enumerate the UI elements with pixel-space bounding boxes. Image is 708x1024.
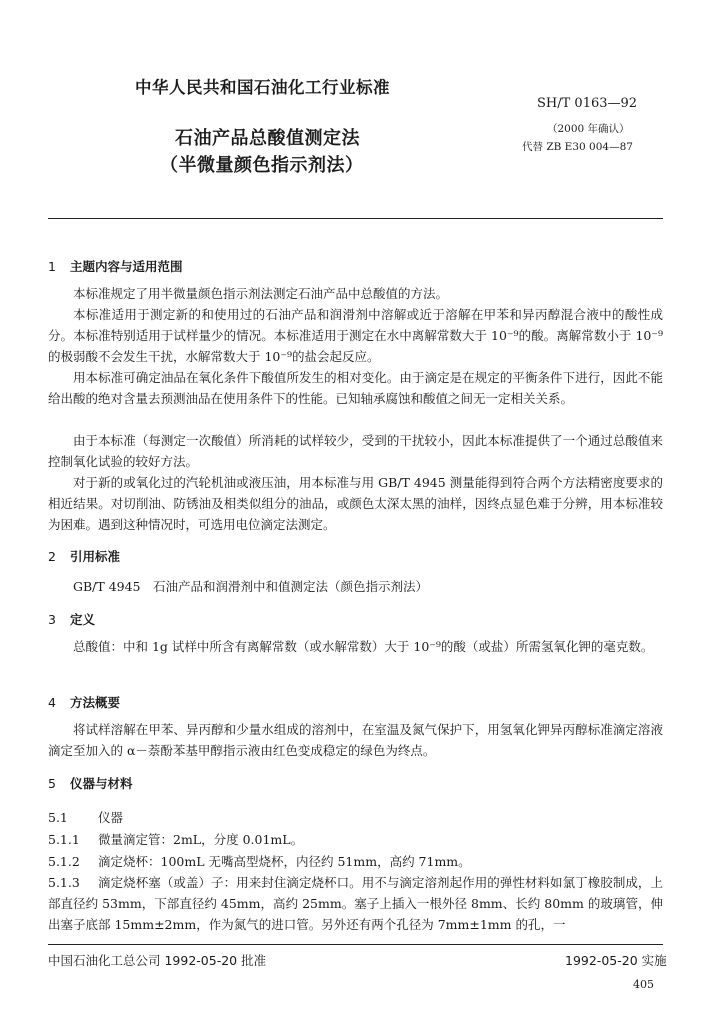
section-number: 1 (48, 259, 56, 274)
issuing-org: 中华人民共和国石油化工行业标准 (135, 78, 390, 97)
section-1-para-2: 本标准适用于测定新的和使用过的石油产品和润滑剂中溶解或近于溶解在甲苯和异丙醇混合液中的酸性成分。本标准特别适用于试样量少的情况。本标准适用于测定在水中离解常数大于 10⁻⁹的酸。离解常数小于 10⁻⁹的极弱酸不会发生干扰，水解常数大于 10⁻⁹的盐会起反应。 (48, 307, 663, 364)
section-1-para-1: 本标准规定了用半微量颜色指示剂法测定石油产品中总酸值的方法。 (73, 286, 449, 301)
section-1-para-4: 由于本标准（每测定一次酸值）所消耗的试样较少，受到的干扰较小，因此本标准提供了一个通过总酸值来控制氧化试验的较好方法。 (48, 433, 663, 469)
clause-number: 5.1 (48, 810, 68, 825)
clause-number: 5.1.1 (48, 832, 80, 847)
replaces-note: 代替 ZB E30 004—87 (522, 141, 633, 153)
section-1-para-5: 对于新的或氧化过的汽轮机油或液压油，用本标准与用 GB/T 4945 测量能得到符合两个方法精密度要求的相近结果。对切削油、防锈油及相类似组分的油品，或颜色太深太黑的油样，因终点显色难于分辨，用本标准较为困难。遇到这种情况时，可选用电位滴定法测定。 (48, 475, 663, 532)
section-5-heading (48, 774, 133, 792)
clause-text: 滴定烧杯塞（或盖）子：用来封住滴定烧杯口。用不与滴定溶剂起作用的弹性材料如氯丁橡胶制成，上部直径约 53mm，下部直径约 45mm，高约 25mm。塞子上插入一根外径 8mm、长约 80mm 的玻璃管，伸出塞子底部 15mm±2mm，作为氮气的进口管。另外还有两个孔径为 7mm±1mm 的孔，一 (48, 875, 663, 932)
section-number: 2 (48, 549, 56, 564)
approval-note: 中国石油化工总公司 1992-05-20 批准 (48, 953, 267, 968)
section-number: 4 (48, 695, 56, 710)
document-subtitle: （半微量颜色指示剂法） (160, 155, 364, 176)
clause-5-1-3 (48, 872, 663, 935)
page-number: 405 (633, 978, 654, 991)
section-number: 3 (48, 612, 56, 627)
section-4-heading (48, 693, 120, 711)
section-2-heading (48, 547, 120, 565)
section-title: 引用标准 (70, 549, 121, 564)
standard-number: SH/T 0163—92 (537, 96, 638, 111)
clause-5-1-2 (48, 852, 663, 870)
clause-number: 5.1.3 (48, 875, 80, 890)
method-summary: 将试样溶解在甲苯、异丙醇和少量水组成的溶剂中，在室温及氮气保护下，用氢氧化钾异丙醇标准滴定溶液滴定至加入的 α－萘酚苯基甲醇指示液由红色变成稳定的绿色为终点。 (48, 722, 663, 758)
reference-standard: GB/T 4945 石油产品和润滑剂中和值测定法（颜色指示剂法） (73, 579, 429, 594)
section-title: 仪器与材料 (70, 776, 133, 791)
section-title: 定义 (70, 612, 96, 627)
section-title: 主题内容与适用范围 (70, 259, 183, 274)
confirmation-note: （2000 年确认） (547, 123, 630, 135)
clause-text: 微量滴定管：2mL，分度 0.01mL。 (98, 832, 304, 847)
clause-number: 5.1.2 (48, 854, 80, 869)
section-1-para-3: 用本标准可确定油品在氧化条件下酸值所发生的相对变化。由于滴定是在规定的平衡条件下进行，因此不能给出酸的绝对含量去预测油品在使用条件下的性能。已知轴承腐蚀和酸值之间无一定相关关系。 (48, 370, 663, 406)
section-title: 方法概要 (70, 695, 121, 710)
section-3-heading (48, 610, 95, 628)
footer-rule (48, 944, 663, 945)
clause-text: 仪器 (98, 810, 124, 825)
section-number: 5 (48, 776, 56, 791)
clause-5-1-1 (48, 830, 663, 848)
definition-total-acid-number: 总酸值：中和 1g 试样中所含有离解常数（或水解常数）大于 10⁻⁹的酸（或盐）所需氢氧化钾的毫克数。 (73, 639, 654, 654)
section-1-heading (48, 257, 183, 275)
document-title: 石油产品总酸值测定法 (175, 128, 360, 149)
implementation-note: 1992-05-20 实施 (565, 953, 667, 968)
clause-5-1 (48, 808, 663, 826)
header-rule (48, 218, 663, 219)
clause-text: 滴定烧杯：100mL 无嘴高型烧杯，内径约 51mm，高约 71mm。 (98, 854, 471, 869)
